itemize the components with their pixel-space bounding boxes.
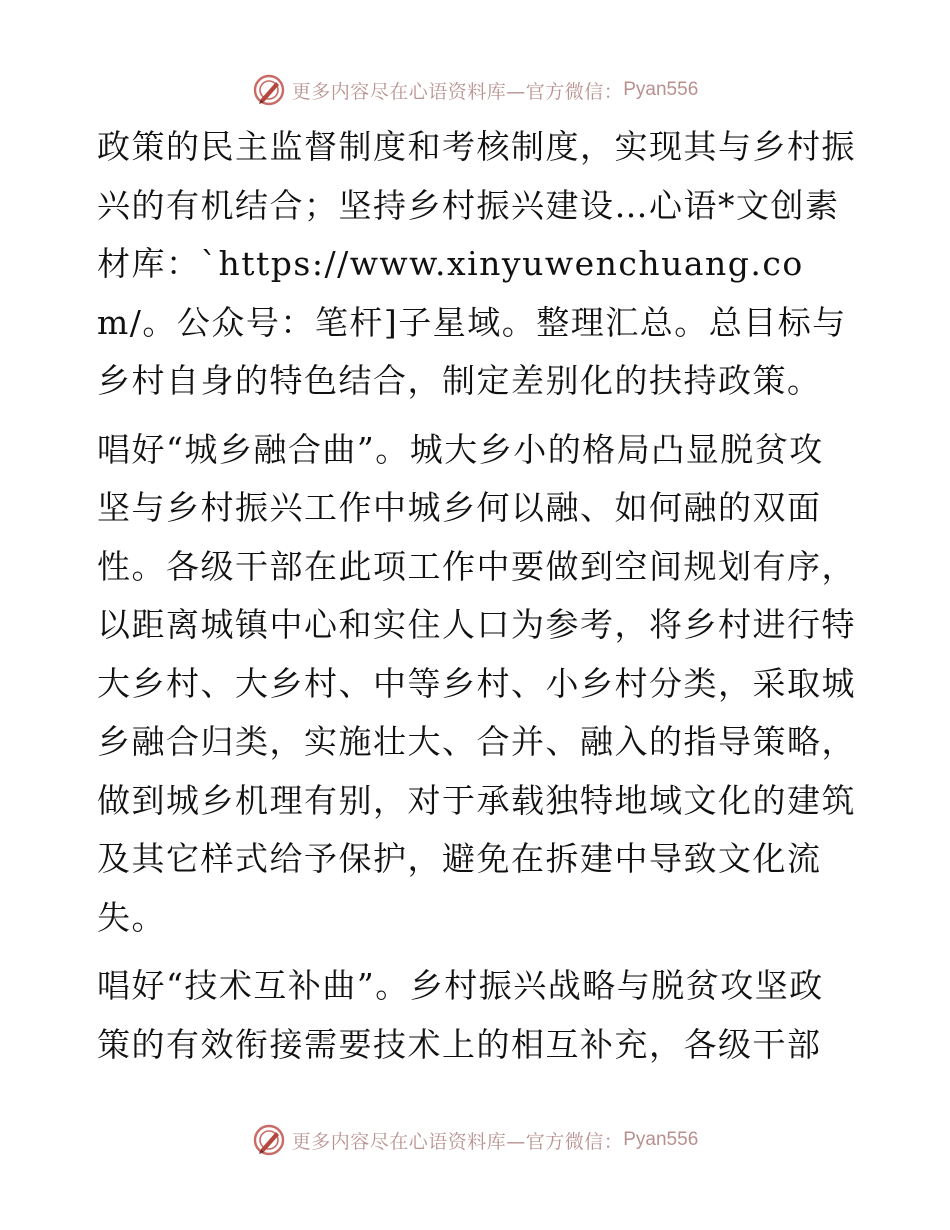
paragraph-1: 政策的民主监督制度和考核制度，实现其与乡村振兴的有机结合；坚持乡村振兴建设…心语*文创素材库：`https://www.xinyuwenchuang.com/。公众号：笔杆]子星域。整理汇总。总目标与乡村自身的特色结合，制定差别化的扶持政策。 — [97, 127, 856, 400]
watermark-text: 更多内容尽在心语资料库—官方微信： — [291, 1130, 624, 1153]
footer-watermark — [0, 1120, 950, 1160]
paragraph-2: 唱好“城乡融合曲”。城大乡小的格局凸显脱贫攻坚与乡村振兴工作中城乡何以融、如何融的双面性。各级干部在此项工作中要做到空间规划有序，以距离城镇中心和实住人口为参考，将乡村进行特大乡村、大乡村、中等乡村、小乡村分类，采取城乡融合归类，实施壮大、合并、融入的指导策略，做到城乡机理有别，对于承载独特地域文化的建筑及其它样式给予保护，避免在拆建中导致文化流失。 — [97, 429, 856, 937]
pen-logo-icon — [252, 1123, 286, 1157]
paragraph-3: 唱好“技术互补曲”。乡村振兴战略与脱贫攻坚政策的有效衔接需要技术上的相互补充，各级干部 — [97, 966, 824, 1064]
watermark-handle: Pyan556 — [623, 79, 699, 100]
pen-logo-icon — [252, 73, 286, 107]
header-watermark — [0, 70, 950, 110]
watermark-text: 更多内容尽在心语资料库—官方微信： — [291, 80, 624, 103]
watermark-handle: Pyan556 — [623, 1129, 699, 1150]
document-body — [97, 118, 857, 1074]
